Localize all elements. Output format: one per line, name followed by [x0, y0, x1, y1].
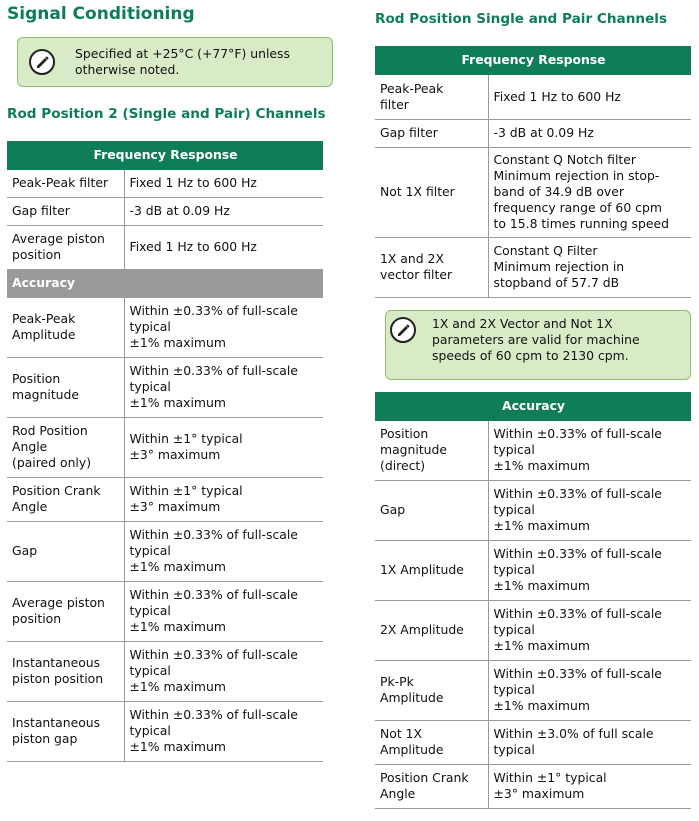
- row-label: Peak-Peak filter: [7, 169, 124, 197]
- row-value: Within ±0.33% of full-scale typical ±1% maximum: [124, 297, 323, 357]
- row-value: Within ±0.33% of full-scale typical ±1% maximum: [124, 701, 323, 761]
- table-row: [375, 660, 691, 720]
- row-value: Within ±1° typical ±3° maximum: [124, 417, 323, 477]
- left-spec-table: [7, 141, 323, 762]
- table-row: [375, 147, 691, 237]
- row-label: Gap: [375, 480, 488, 540]
- row-value: Within ±0.33% of full-scale typical ±1% maximum: [124, 641, 323, 701]
- row-label: Instantaneous piston gap: [7, 701, 124, 761]
- row-label: Gap: [7, 521, 124, 581]
- pencil-icon: [390, 317, 416, 343]
- table-row: [375, 600, 691, 660]
- row-label: Peak-Peak Amplitude: [7, 297, 124, 357]
- table-row: [7, 357, 323, 417]
- accuracy-header: Accuracy: [7, 269, 323, 297]
- row-value: Fixed 1 Hz to 600 Hz: [124, 225, 323, 269]
- row-label: Gap filter: [7, 197, 124, 225]
- page-title: Signal Conditioning: [7, 4, 195, 24]
- row-label: Peak-Peak filter: [375, 74, 488, 119]
- table-row: [375, 720, 691, 764]
- section-title: Rod Position 2 (Single and Pair) Channels: [7, 106, 326, 122]
- row-value: Within ±0.33% of full-scale typical ±1% maximum: [488, 540, 691, 600]
- row-value: Within ±1° typical ±3° maximum: [124, 477, 323, 521]
- row-label: Average piston position: [7, 581, 124, 641]
- row-value: Within ±0.33% of full-scale typical ±1% maximum: [124, 357, 323, 417]
- note-box: [385, 310, 691, 380]
- row-label: 1X and 2X vector filter: [375, 237, 488, 297]
- table-row: [375, 237, 691, 297]
- row-value: Within ±0.33% of full-scale typical ±1% maximum: [488, 600, 691, 660]
- accuracy-header: Accuracy: [375, 392, 691, 420]
- row-label: Average piston position: [7, 225, 124, 269]
- table-row: [375, 480, 691, 540]
- table-row: [7, 197, 323, 225]
- frequency-response-header: Frequency Response: [375, 46, 691, 74]
- note-text: 1X and 2X Vector and Not 1X parameters are valid for machine speeds of 60 cpm to 2130 cpm.: [432, 316, 640, 363]
- table-row: [375, 74, 691, 119]
- row-value: Within ±1° typical ±3° maximum: [488, 764, 691, 808]
- row-value: Within ±0.33% of full-scale typical ±1% maximum: [488, 660, 691, 720]
- row-value: Within ±0.33% of full-scale typical ±1% maximum: [124, 521, 323, 581]
- row-label: Position magnitude: [7, 357, 124, 417]
- row-value: Within ±0.33% of full-scale typical ±1% maximum: [124, 581, 323, 641]
- row-value: Constant Q Notch filter Minimum rejection in stop- band of 34.9 dB over frequency range of 60 cpm to 15.8 times running speed: [488, 147, 691, 237]
- row-label: Not 1X filter: [375, 147, 488, 237]
- table-row: [7, 701, 323, 761]
- table-row: [7, 641, 323, 701]
- table-row: [375, 764, 691, 808]
- row-value: Within ±3.0% of full scale typical: [488, 720, 691, 764]
- row-label: 2X Amplitude: [375, 600, 488, 660]
- row-label: Position Crank Angle: [375, 764, 488, 808]
- row-value: Within ±0.33% of full-scale typical ±1% maximum: [488, 420, 691, 480]
- table-row: [375, 420, 691, 480]
- row-label: Not 1X Amplitude: [375, 720, 488, 764]
- note-box: [17, 37, 333, 87]
- table-row: [375, 540, 691, 600]
- row-value: Constant Q Filter Minimum rejection in stopband of 57.7 dB: [488, 237, 691, 297]
- row-label: Position magnitude (direct): [375, 420, 488, 480]
- right-frequency-table: [375, 46, 691, 298]
- row-label: Position Crank Angle: [7, 477, 124, 521]
- row-value: Fixed 1 Hz to 600 Hz: [124, 169, 323, 197]
- table-row: [7, 225, 323, 269]
- frequency-response-header: Frequency Response: [7, 141, 323, 169]
- row-label: Rod Position Angle (paired only): [7, 417, 124, 477]
- row-label: Pk-Pk Amplitude: [375, 660, 488, 720]
- pencil-icon: [29, 49, 55, 75]
- row-label: Gap filter: [375, 119, 488, 147]
- table-row: [7, 581, 323, 641]
- row-value: -3 dB at 0.09 Hz: [124, 197, 323, 225]
- table-row: [7, 297, 323, 357]
- note-text: Specified at +25°C (+77°F) unless otherwise noted.: [75, 46, 290, 77]
- row-value: -3 dB at 0.09 Hz: [488, 119, 691, 147]
- table-row: [7, 417, 323, 477]
- table-row: [7, 169, 323, 197]
- table-row: [7, 477, 323, 521]
- row-label: 1X Amplitude: [375, 540, 488, 600]
- row-value: Fixed 1 Hz to 600 Hz: [488, 74, 691, 119]
- table-row: [7, 521, 323, 581]
- table-row: [375, 119, 691, 147]
- section-title: Rod Position Single and Pair Channels: [375, 11, 668, 27]
- row-label: Instantaneous piston position: [7, 641, 124, 701]
- right-accuracy-table: [375, 392, 691, 809]
- row-value: Within ±0.33% of full-scale typical ±1% maximum: [488, 480, 691, 540]
